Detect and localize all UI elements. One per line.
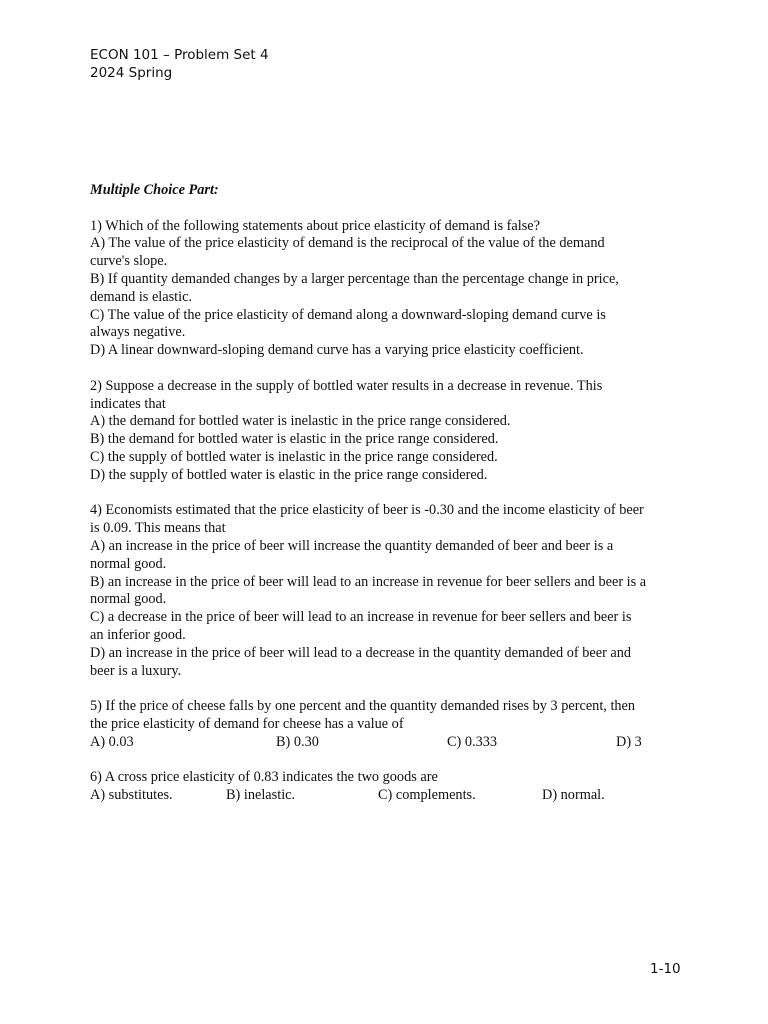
question-line: 6) A cross price elasticity of 0.83 indicates the two goods are bbox=[90, 769, 438, 786]
answer-option: A) an increase in the price of beer will increase the quantity demanded of beer and beer is a bbox=[90, 537, 614, 554]
answer-option-cont: demand is elastic. bbox=[90, 288, 193, 305]
question-4 bbox=[90, 502, 690, 680]
answer-option-d: D) 3 bbox=[616, 733, 642, 750]
page-number: 1-10 bbox=[650, 961, 681, 977]
answer-option-b: B) inelastic. bbox=[226, 787, 296, 804]
question-6 bbox=[90, 769, 690, 805]
question-line: 4) Economists estimated that the price elasticity of beer is -0.30 and the income elasticity of beer bbox=[90, 502, 644, 519]
answer-option-cont: always negative. bbox=[90, 324, 186, 341]
answer-option: C) the supply of bottled water is inelastic in the price range considered. bbox=[90, 448, 498, 465]
question-5 bbox=[90, 698, 690, 751]
answer-option-cont: normal good. bbox=[90, 555, 167, 572]
answer-option: B) the demand for bottled water is elastic in the price range considered. bbox=[90, 431, 499, 448]
answer-options-row bbox=[90, 787, 690, 805]
question-2 bbox=[90, 378, 690, 485]
answer-option-cont: beer is a luxury. bbox=[90, 662, 182, 679]
question-line-cont: is 0.09. This means that bbox=[90, 520, 226, 537]
problem-set-body bbox=[90, 182, 690, 823]
answer-option: B) If quantity demanded changes by a larger percentage than the percentage change in price, bbox=[90, 270, 619, 287]
answer-option: B) an increase in the price of beer will lead to an increase in revenue for beer sellers and beer is a bbox=[90, 573, 647, 590]
answer-options-row bbox=[90, 734, 690, 752]
question-line: 5) If the price of cheese falls by one percent and the quantity demanded rises by 3 percent, then bbox=[90, 698, 636, 715]
answer-option: D) A linear downward-sloping demand curve has a varying price elasticity coefficient. bbox=[90, 342, 584, 359]
term-label: 2024 Spring bbox=[90, 65, 173, 81]
course-title: ECON 101 – Problem Set 4 bbox=[90, 47, 269, 63]
question-line: 1) Which of the following statements about price elasticity of demand is false? bbox=[90, 217, 540, 234]
question-line-cont: indicates that bbox=[90, 395, 166, 412]
answer-option: C) a decrease in the price of beer will lead to an increase in revenue for beer sellers and beer is bbox=[90, 609, 632, 626]
question-line-cont: the price elasticity of demand for cheese has a value of bbox=[90, 715, 404, 732]
question-line: 2) Suppose a decrease in the supply of bottled water results in a decrease in revenue. This bbox=[90, 377, 603, 394]
answer-option-b: B) 0.30 bbox=[276, 733, 319, 750]
question-1 bbox=[90, 218, 690, 360]
answer-option-a: A) substitutes. bbox=[90, 787, 173, 804]
answer-option: D) the supply of bottled water is elastic in the price range considered. bbox=[90, 466, 488, 483]
answer-option-c: C) complements. bbox=[378, 787, 476, 804]
answer-option-cont: normal good. bbox=[90, 591, 167, 608]
answer-option: C) The value of the price elasticity of demand along a downward-sloping demand curve is bbox=[90, 306, 606, 323]
section-title: Multiple Choice Part: bbox=[90, 182, 219, 198]
answer-option-c: C) 0.333 bbox=[447, 733, 498, 750]
answer-option: A) The value of the price elasticity of demand is the reciprocal of the value of the demand bbox=[90, 235, 605, 252]
document-header bbox=[90, 46, 269, 82]
answer-option: A) the demand for bottled water is inelastic in the price range considered. bbox=[90, 413, 511, 430]
answer-option-a: A) 0.03 bbox=[90, 733, 134, 750]
answer-option-cont: curve's slope. bbox=[90, 253, 168, 270]
answer-option-d: D) normal. bbox=[542, 787, 605, 804]
answer-option-cont: an inferior good. bbox=[90, 626, 186, 643]
answer-option: D) an increase in the price of beer will lead to a decrease in the quantity demanded of beer and bbox=[90, 644, 632, 661]
